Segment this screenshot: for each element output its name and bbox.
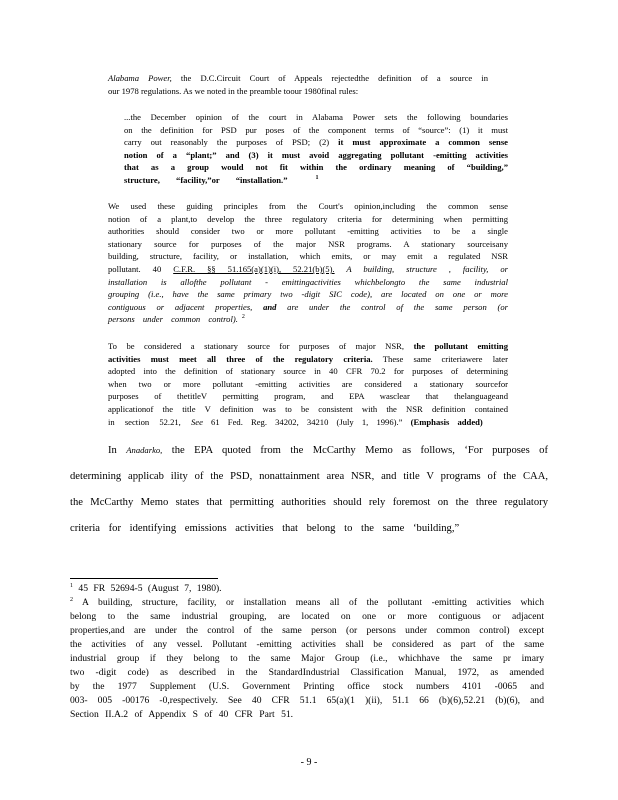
case-name: Alabama Power,	[108, 73, 172, 83]
footnote-1: $^1$ 45 FR 52694-5 (August 7, 1980).	[70, 582, 222, 594]
criteria-quote: To be considered a stationary source for purposes of major NSR, the pollutant emitting activities must meet all three of the regulatory criteria. These same criteriawere later adopted into the definition of stationary source in 40 CFR 70.2 for purposes of determining when two or more pollutant -emitting activities are considered a stationary sourcefor purposes of thetitleV permitting program, and EPA wasclear that thelanguageand applicationof the title V definition was to be consistent with the NSR definition contained in section 52.21, See 61 Fed. Reg. 34202, 34210 (July 1, 1996).” (Emphasis added)	[108, 341, 508, 427]
footnotes: $^1$ 45 FR 52694-5 (August 7, 1980). $^2$ A building, structure, facility, or installation means all of the pollutant -emitting activities which belong to the same industrial grouping, are located on one or more contiguous or adjacent properties,and are under the control of the same person (or persons under common control) except the activities of any vessel. Pollutant -emitting activities shall be considered as part of the same industrial group if they belong to the same Major Group (i.e., whichhave the same pr imary two -digit code) as described in the StandardIndustrial Classification Manual, 1972, as amended by the 1977 Supplement (U.S. Government Printing office stock numbers 4101 -0065 and 003- 005 -00176 -0,respectively. See 40 CFR 51.1 65(a)(1 )(ii), 51.1 66 (b)(6),52.21 (b)(6), and Section II.A.2 of Appendix S of 40 CFR Part 51.	[70, 582, 544, 720]
footnote-ref: 2	[241, 314, 245, 321]
body-paragraph: In Anadarko, the EPA quoted from the McCarthy Memo as follows, ‘For purposes of determining applicab ility of the PSD, nonattainment area NSR, and title V programs of the CAA, the McCarthy Memo states that permitting authorities should rely foremost on the three regulatory criteria for identifying emissions activities that belong to the same ‘building,”	[70, 445, 548, 534]
quote-intro: Alabama Power, the D.C.Circuit Court of Appeals rejectedthe definition of a source in our 1978 regulations. As we noted in the preamble toour 1980final rules:	[108, 73, 488, 96]
nested-quote: ...the December opinion of the court in Alabama Power sets the following boundaries on the definition for PSD pur poses of the component terms of “source”: (1) it must carry out reasonably the purposes of PSD; (2) it must approximate a common sense notion of a “plant;” and (3) it must avoid aggregating pollutant -emitting activities that as a group would not fit within the ordinary meaning of “building,” structure, “facility,”or “installation.” $^1$	[124, 112, 508, 185]
page-number: - 9 -	[300, 757, 318, 768]
footnote-separator	[70, 578, 218, 579]
footnote-ref: 1	[315, 175, 319, 182]
principles-quote: We used these guiding principles from the Court's opinion,including the common sense notion of a plant,to develop the three regulatory criteria for determining when permitting authorities should consider two or more pollutant -emitting activities to be a single stationary source for purposes of the major NSR programs. A stationary sourceisany building, structure, facility, or installation, which emits, or may emit a regulated NSR pollutant. 40 C.F.R. §§ 51.165(a)(1)(i), 52.21(b)(5). A building, structure , facility, or installation is allofthe pollutant - emittingactivities whichbelongto the same industrial grouping (i.e., have the same primary two -digit SIC code), are located on one or more contiguous or adjacent properties, and are under the control of the same person (or persons under common control). $^2$	[108, 201, 509, 325]
footnote-2: $^2$ A building, structure, facility, or installation means all of the pollutant -emitting activities which	[70, 596, 544, 608]
